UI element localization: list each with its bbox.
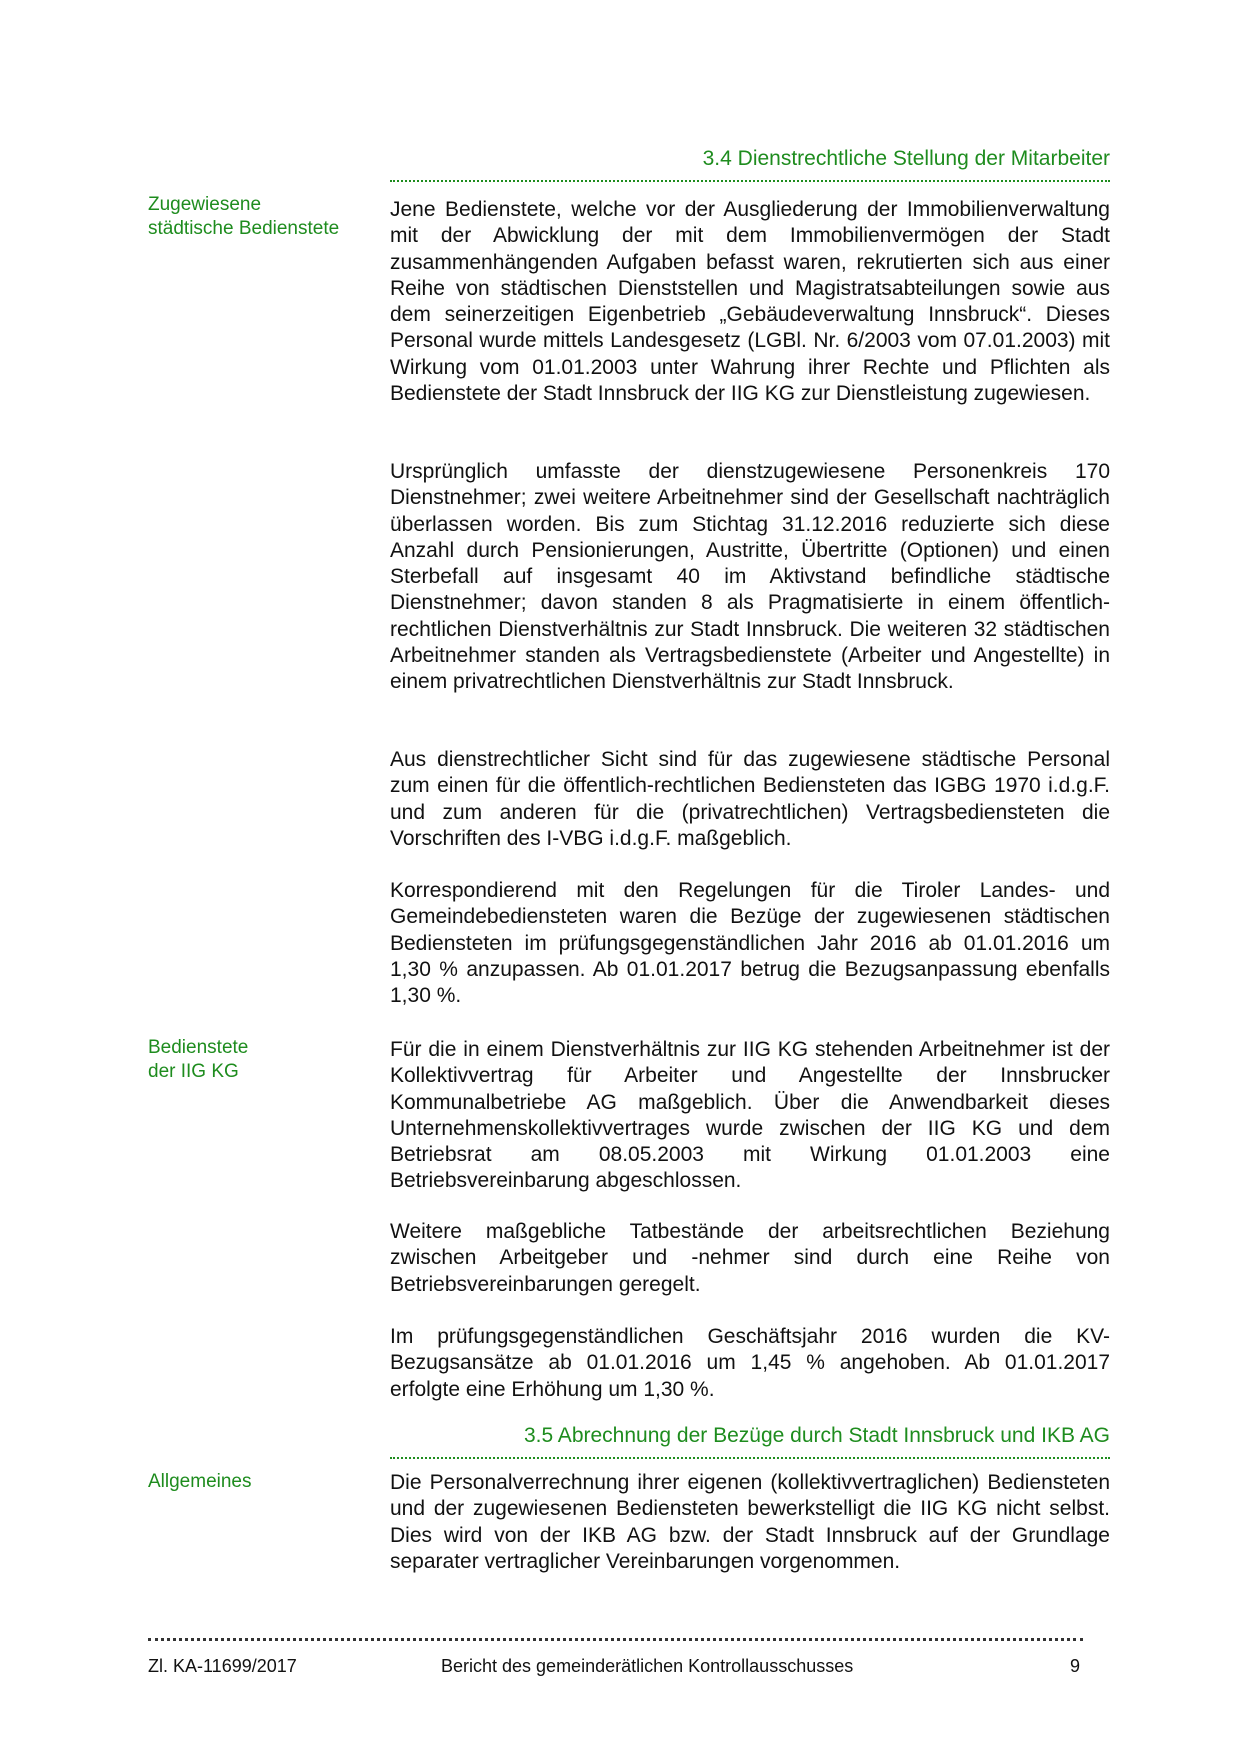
paragraph-personalverrechnung: Die Personalverrechnung ihrer eigenen (kollektivvertraglichen) Bediensteten und der zugewiesenen Bediensteten bewerkstelligt die IIG KG nicht selbst. Dies wird von der IKB AG bzw. der Stadt Innsbruck auf der Grundlage separater vertraglicher Vereinbarungen vorgenommen. (390, 1471, 1110, 1573)
paragraph-personenkreis: Ursprünglich umfasste der dienstzugewiesene Personenkreis 170 Dienstnehmer; zwei weitere Arbeitnehmer sind der Gesellschaft nachträglich überlassen worden. Bis zum Stichtag 31.12.2016 reduzierte sich diese Anzahl durch Pensionierungen, Austritte, Übertritte (Optionen) und einen Sterbefall auf insgesamt 40 im Aktivstand befindliche städtische Dienstnehmer; davon standen 8 als Pragmatisierte in einem öffentlich-rechtlichen Dienstverhältnis zur Stadt Innsbruck. Die weiteren 32 städtischen Arbeitnehmer standen als Vertragsbedienstete (Arbeiter und Angestellte) in einem privatrechtlichen Dienstverhältnis zur Stadt Innsbruck. (390, 460, 1110, 694)
paragraph-bezugsanpassung: Korrespondierend mit den Regelungen für die Tiroler Landes- und Gemeindebediensteten waren die Bezüge der zugewiesenen städtischen Bediensteten im prüfungsgegenständlichen Jahr 2016 ab 01.01.2016 um 1,30 % anzupassen. Ab 01.01.2017 betrug die Bezugsanpassung ebenfalls 1,30 %. (390, 879, 1110, 1008)
footer-page-number: 9 (1070, 1656, 1081, 1676)
paragraph-kollektivvertrag: Für die in einem Dienstverhältnis zur IIG KG stehenden Arbeitnehmer ist der Kollektivvertrag für Arbeiter und Angestellte der Innsbrucker Kommunalbetriebe AG maßgeblich. Über die Anwendbarkeit dieses Unternehmenskollektivvertrages wurde zwischen der IIG KG und dem Betriebsrat am 08.05.2003 mit Wirkung 01.01.2003 eine Betriebsvereinbarung abgeschlossen. (390, 1038, 1110, 1193)
paragraph-zugewiesene-intro: Jene Bedienstete, welche vor der Ausgliederung der Immobilienverwaltung mit der Abwicklung der mit dem Immobilienvermögen der Stadt zusammenhängenden Aufgaben befasst waren, rekrutierten sich aus einer Reihe von städtischen Dienststellen und Magistratsabteilungen sowie aus dem seinerzeitigen Eigenbetrieb „Gebäudeverwaltung Innsbruck“. Dieses Personal wurde mittels Landesgesetz (LGBl. Nr. 6/2003 vom 07.01.2003) mit Wirkung vom 01.01.2003 unter Wahrung ihrer Rechte und Pflichten als Bedienstete der Stadt Innsbruck der IIG KG zur Dienstleistung zugewiesen. (390, 198, 1110, 406)
section-heading-3-5: 3.5 Abrechnung der Bezüge durch Stadt Innsbruck und IKB AG (390, 1423, 1110, 1459)
paragraph-dienstrecht: Aus dienstrechtlicher Sicht sind für das zugewiesene städtische Personal zum einen für die öffentlich-rechtlichen Bediensteten das IGBG 1970 i.d.g.F. und zum anderen für die (privatrechtlichen) Vertragsbediensteten die Vorschriften des I-VBG i.d.g.F. maßgeblich. (390, 748, 1110, 850)
margin-label-zugewiesene-bedienstete: Zugewiesene städtische Bedienstete (148, 194, 340, 239)
footer-divider (148, 1638, 1083, 1641)
paragraph-betriebsvereinbarungen: Weitere maßgebliche Tatbestände der arbeitsrechtlichen Beziehung zwischen Arbeitgeber und -nehmer sind durch eine Reihe von Betriebsvereinbarungen geregelt. (390, 1220, 1110, 1296)
footer-title: Bericht des gemeinderätlichen Kontrollausschusses (441, 1656, 854, 1676)
paragraph-kv-bezugsansaetze: Im prüfungsgegenständlichen Geschäftsjahr 2016 wurden die KV-Bezugsansätze ab 01.01.2016 um 1,45 % angehoben. Ab 01.01.2017 erfolgte eine Erhöhung um 1,30 %. (390, 1325, 1110, 1401)
margin-label-bedienstete-iig: Bedienstete der IIG KG (148, 1037, 249, 1082)
section-heading-3-4: 3.4 Dienstrechtliche Stellung der Mitarbeiter (390, 146, 1110, 182)
margin-label-allgemeines: Allgemeines (148, 1471, 252, 1492)
footer-reference: Zl. KA-11699/2017 (148, 1656, 297, 1676)
